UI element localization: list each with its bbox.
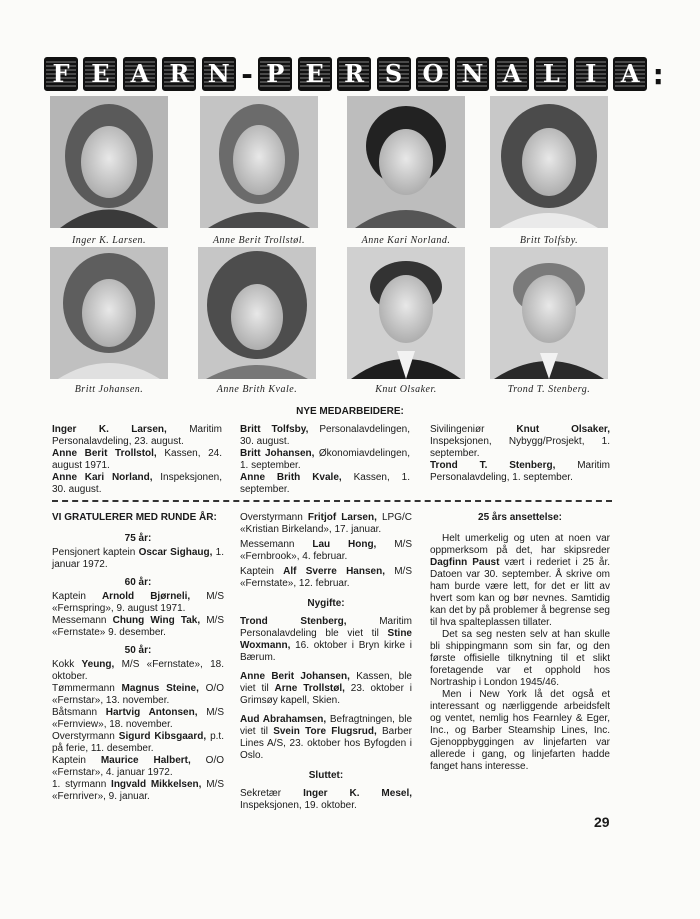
person-name: Maurice Halbert, (100, 755, 191, 766)
title-letter: P (258, 57, 292, 91)
portrait-photo (490, 247, 608, 379)
photo-caption: Trond T. Stenberg. (507, 384, 591, 395)
list-item: Aud Abrahamsen, Befragtningen, ble viet til Svein Tore Flugsrud, Barber Lines A/S, 23. oktober hos Byfogden i Oslo. (240, 714, 413, 761)
list-item: Overstyrmann Fritjof Larsen, LPG/C «Kristian Birkeland», 17. januar. (240, 512, 412, 535)
anniversary-column (430, 512, 610, 773)
list-item: Trond T. Stenberg, Maritim Personalavdeling, 1. september. (430, 460, 610, 483)
person-name: Oscar Sighaug, (138, 547, 213, 558)
title-letter: A (613, 57, 647, 91)
body-paragraph: Helt umerkelig og uten at noen var oppmerksom på det, har skipsreder Dagfinn Paust vært i rederiet i 25 år. Datoen var 30. september. Å skrive om ham burde være lett, for det er litt av hvert som kan og bør nevnes. Samtidig kan det by på problemer å begrense seg til hva spalteplassen tillater. (430, 533, 610, 628)
person-name: Arne Trollstøl, (274, 683, 345, 694)
person-name: Svein Tore Flugsrud, (273, 726, 377, 737)
photo-caption: Anne Kari Norland. (361, 235, 451, 246)
title-letter: A (495, 57, 529, 91)
section-heading: Nygifte: (307, 598, 345, 609)
list-item: Kaptein Maurice Halbert, O/O «Fernstar», 4. januar 1972. (52, 755, 224, 778)
person-name: Sigurd Kibsgaard, (118, 731, 207, 742)
portrait-photo (347, 247, 465, 379)
list-item: Kokk Yeung, M/S «Fernstate», 18. oktober. (52, 659, 224, 682)
list-item: Anne Berit Trollstol, Kassen, 24. august 1971. (52, 448, 223, 471)
person-name: Aud Abrahamsen, (240, 714, 327, 725)
person-name: Hartvig Antonsen, (105, 707, 198, 718)
portrait-photo (347, 96, 465, 228)
person-name: Inger K. Larsen, (52, 424, 167, 435)
list-item: Trond Stenberg, Maritim Personalavdeling ble viet til Stine Woxmann, 16. oktober i Bryn kirke i Bærum. (240, 616, 412, 663)
photo-caption: Britt Johansen. (74, 384, 144, 395)
person-name: Yeung, (81, 659, 115, 670)
body-paragraph: Men i New York lå det også et interessant og nærliggende arbeidsfelt og ventet, nemlig hos Fearnley & Eger, Inc., og Barber Steamship Lines, Inc. Gjenoppbyggingen av linjefarten var allerede i gang, og linjefarten hadde fanget hans interesse. (430, 689, 610, 772)
person-name: Britt Tolfsby, (240, 424, 309, 435)
title-letter: R (162, 57, 196, 91)
list-item: Britt Johansen, Økonomiavdelingen, 1. september. (240, 448, 410, 471)
person-name: Dagfinn Paust (430, 557, 500, 568)
title-letter: S (377, 57, 411, 91)
list-item: Overstyrmann Sigurd Kibsgaard, p.t. på ferie, 11. desember. (52, 731, 224, 754)
person-name: Stine Woxmann, (240, 628, 412, 651)
body-paragraph: Det sa seg nesten selv at han skulle bli shippingmann som sin far, og den første offisielle tilknytning til et slikt foretagende var et opphold hos Nortraship i London 1945/46. (430, 629, 610, 688)
list-item: Kaptein Alf Sverre Hansen, M/S «Fernstate», 12. februar. (240, 566, 412, 589)
section-heading: NYE MEDARBEIDERE: (296, 406, 404, 417)
photo-caption: Anne Berit Trollstøl. (212, 235, 306, 246)
age-heading: 60 år: (124, 577, 152, 588)
new-staff-column (430, 424, 610, 484)
title-letter: L (534, 57, 568, 91)
person-name: Chung Wing Tak, (112, 615, 201, 626)
title-letter: E (83, 57, 117, 91)
title-colon: : (652, 57, 664, 91)
new-staff-column (240, 424, 410, 496)
section-heading: Sluttet: (308, 770, 344, 781)
person-name: Knut Olsaker, (516, 424, 610, 435)
title-letter: R (337, 57, 371, 91)
person-name: Trond Stenberg, (240, 616, 347, 627)
photo-caption: Anne Brith Kvale. (216, 384, 298, 395)
list-item: Inger K. Larsen, Maritim Personalavdeling, 23. august. (52, 424, 222, 447)
person-name: Fritjof Larsen, (307, 512, 377, 523)
dashed-divider (52, 500, 612, 502)
person-name: Ingvald Mikkelsen, (111, 779, 202, 790)
list-item: Anne Brith Kvale, Kassen, 1. september. (240, 472, 410, 495)
person-name: Alf Sverre Hansen, (283, 566, 385, 577)
person-name: Lau Hong, (312, 539, 377, 550)
person-name: Anne Brith Kvale, (240, 472, 342, 483)
photo-caption: Britt Tolfsby. (519, 235, 579, 246)
section-heading: VI GRATULERER MED RUNDE ÅR: (52, 512, 217, 523)
section-heading: 25 års ansettelse: (478, 512, 562, 523)
person-name: Trond T. Stenberg, (430, 460, 556, 471)
person-name: Anne Berit Johansen, (240, 671, 350, 682)
person-name: Inger K. Mesel, (303, 788, 412, 799)
person-name: Anne Kari Norland, (52, 472, 153, 483)
portrait-photo (198, 247, 316, 379)
list-item: Sekretær Inger K. Mesel, Inspeksjonen, 19. oktober. (240, 788, 412, 811)
birthdays-column (52, 512, 224, 803)
list-item: Kaptein Arnold Bjørneli, M/S «Fernspring», 9. august 1971. (52, 591, 225, 614)
portrait-photo (200, 96, 318, 228)
title-letter: F (44, 57, 78, 91)
person-name: Anne Berit Trollstol, (52, 448, 157, 459)
list-item: Tømmermann Magnus Steine, O/O «Fernstar», 13. november. (52, 683, 224, 706)
portrait-photo (490, 96, 608, 228)
new-staff-column (52, 424, 222, 496)
title-letter: O (416, 57, 450, 91)
title-letter: N (202, 57, 236, 91)
middle-column (240, 512, 412, 812)
page-number: 29 (594, 814, 610, 830)
photo-caption: Inger K. Larsen. (71, 235, 147, 246)
photo-caption: Knut Olsaker. (375, 384, 437, 395)
person-name: Britt Johansen, (240, 448, 315, 459)
portrait-photo (50, 247, 168, 379)
list-item: Sivilingeniør Knut Olsaker, Inspeksjonen, Nybygg/Prosjekt, 1. september. (430, 424, 610, 459)
list-item: Britt Tolfsby, Personalavdelingen, 30. august. (240, 424, 410, 447)
title-separator: - (241, 57, 253, 91)
portrait-photo (50, 96, 168, 228)
page-title (44, 56, 664, 92)
list-item: Anne Kari Norland, Inspeksjonen, 30. august. (52, 472, 222, 495)
title-letter: E (298, 57, 332, 91)
list-item: Båtsmann Hartvig Antonsen, M/S «Fernview», 18. november. (52, 707, 224, 730)
list-item: Anne Berit Johansen, Kassen, ble viet til Arne Trollstøl, 23. oktober i Grimsøy kapell, Skien. (240, 671, 413, 706)
title-letter: N (455, 57, 489, 91)
age-heading: 50 år: (124, 645, 152, 656)
title-letter: I (574, 57, 608, 91)
age-heading: 75 år: (124, 533, 152, 544)
list-item: Messemann Chung Wing Tak, M/S «Fernstate» 9. desember. (52, 615, 225, 638)
title-letter: A (123, 57, 157, 91)
list-item: Pensjonert kaptein Oscar Sighaug, 1. januar 1972. (52, 547, 224, 570)
list-item: Messemann Lau Hong, M/S «Fernbrook», 4. februar. (240, 539, 412, 562)
person-name: Arnold Bjørneli, (101, 591, 191, 602)
list-item: 1. styrmann Ingvald Mikkelsen, M/S «Fernriver», 9. januar. (52, 779, 224, 802)
person-name: Magnus Steine, (121, 683, 199, 694)
